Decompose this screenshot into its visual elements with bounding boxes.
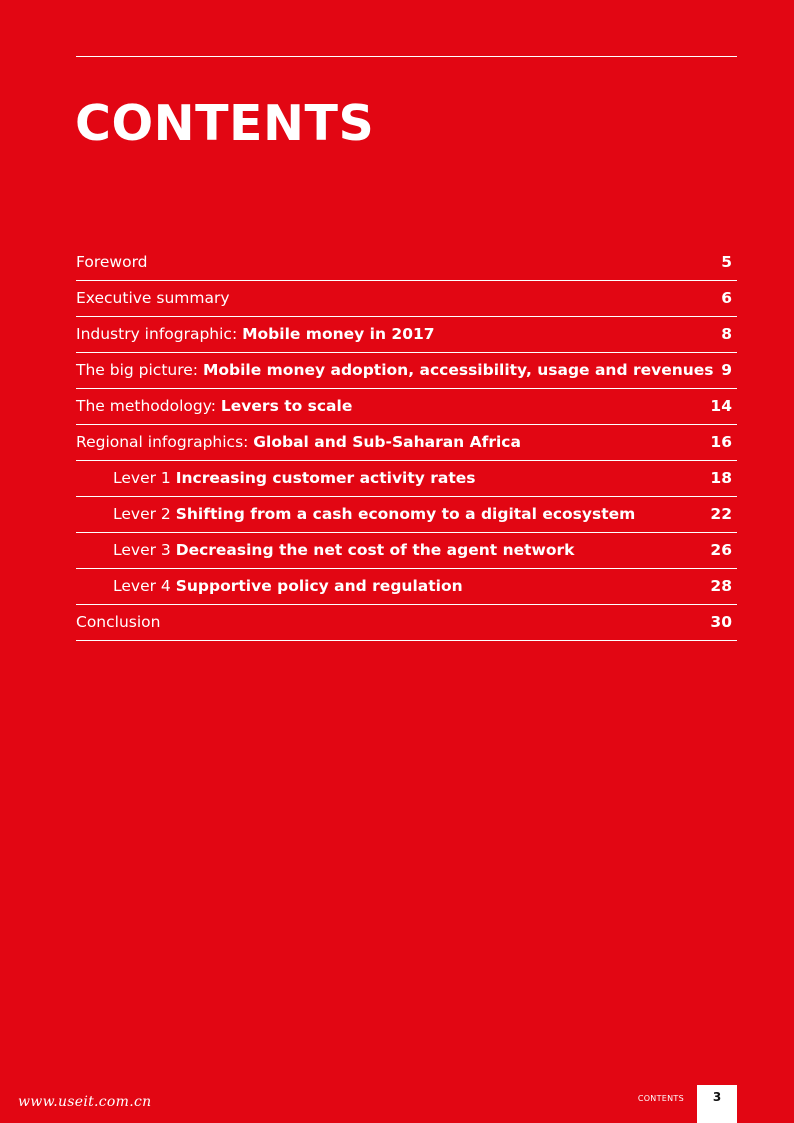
toc-entry-emphasis: Supportive policy and regulation xyxy=(175,576,463,595)
toc-entry-title xyxy=(76,252,148,271)
toc-page-number: 8 xyxy=(721,324,732,343)
toc-row[interactable] xyxy=(76,245,737,281)
toc-row[interactable] xyxy=(76,461,737,497)
toc-entry-title xyxy=(76,432,521,451)
toc-row[interactable] xyxy=(76,497,737,533)
toc-row[interactable] xyxy=(76,281,737,317)
toc-entry-title xyxy=(76,396,353,415)
toc-entry-emphasis: Decreasing the net cost of the agent network xyxy=(175,540,575,559)
table-of-contents xyxy=(76,245,737,641)
toc-entry-prefix: Conclusion xyxy=(76,612,161,631)
toc-page-number: 26 xyxy=(710,540,732,559)
toc-entry-prefix: Regional infographics: xyxy=(76,432,254,451)
toc-entry-prefix: Foreword xyxy=(76,252,148,271)
toc-page-number: 14 xyxy=(710,396,732,415)
toc-row[interactable] xyxy=(76,605,737,641)
toc-page-number: 16 xyxy=(710,432,732,451)
toc-entry-title xyxy=(76,360,714,379)
toc-page-number: 22 xyxy=(710,504,732,523)
toc-entry-prefix: Lever 3 xyxy=(113,540,176,559)
toc-page-number: 9 xyxy=(721,360,732,379)
toc-page-number: 6 xyxy=(721,288,732,307)
toc-row[interactable] xyxy=(76,317,737,353)
toc-entry-emphasis: Levers to scale xyxy=(220,396,353,415)
toc-entry-emphasis: Increasing customer activity rates xyxy=(175,468,476,487)
watermark-text: www.useit.com.cn xyxy=(18,1094,152,1110)
toc-entry-prefix: The methodology: xyxy=(76,396,221,415)
toc-row[interactable] xyxy=(76,353,737,389)
page-title: CONTENTS xyxy=(75,95,375,152)
toc-page-number: 28 xyxy=(710,576,732,595)
toc-entry-emphasis: Global and Sub-Saharan Africa xyxy=(253,432,521,451)
toc-page-number: 18 xyxy=(710,468,732,487)
toc-row[interactable] xyxy=(76,425,737,461)
toc-entry-prefix: Industry infographic: xyxy=(76,324,243,343)
toc-row[interactable] xyxy=(76,533,737,569)
toc-entry-title xyxy=(76,540,575,559)
toc-entry-prefix: Lever 1 xyxy=(113,468,176,487)
toc-entry-emphasis: Mobile money in 2017 xyxy=(242,324,435,343)
toc-entry-prefix: Lever 4 xyxy=(113,576,176,595)
toc-entry-prefix: Lever 2 xyxy=(113,504,176,523)
toc-page-number: 30 xyxy=(710,612,732,631)
toc-row[interactable] xyxy=(76,569,737,605)
toc-entry-prefix: The big picture: xyxy=(76,360,203,379)
toc-entry-emphasis: Mobile money adoption, accessibility, usage and revenues xyxy=(202,360,714,379)
toc-entry-emphasis: Shifting from a cash economy to a digital ecosystem xyxy=(175,504,636,523)
toc-entry-title xyxy=(76,468,476,487)
toc-page-number: 5 xyxy=(721,252,732,271)
page-number: 3 xyxy=(697,1085,737,1123)
footer-section-label: CONTENTS xyxy=(637,1094,684,1103)
toc-entry-title xyxy=(76,576,463,595)
toc-entry-title xyxy=(76,324,435,343)
toc-entry-title xyxy=(76,504,636,523)
toc-entry-prefix: Executive summary xyxy=(76,288,230,307)
top-divider xyxy=(76,56,737,57)
toc-entry-title xyxy=(76,288,230,307)
toc-row[interactable] xyxy=(76,389,737,425)
toc-entry-title xyxy=(76,612,161,631)
